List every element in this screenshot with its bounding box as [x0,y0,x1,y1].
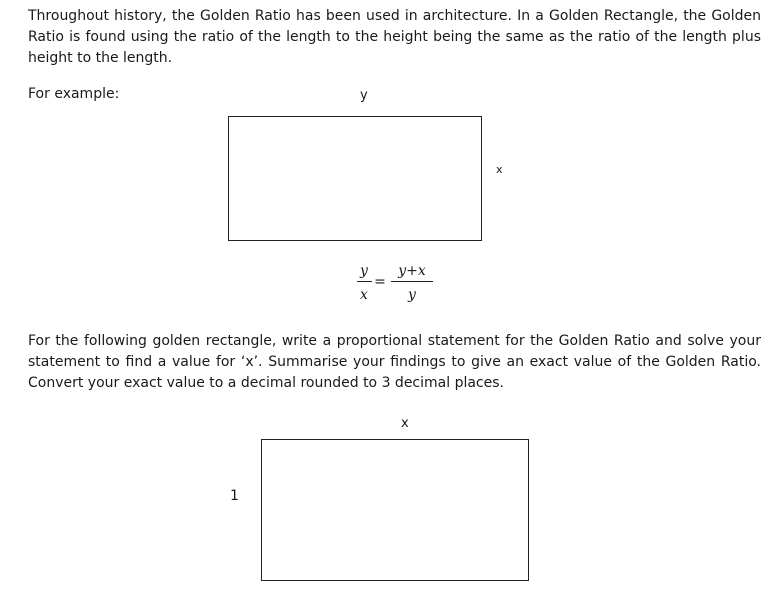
example-side-label: x [496,163,503,176]
equation-rhs-fraction-bar [391,281,433,282]
task-paragraph: For the following golden rectangle, write a proportional statement for the Golden Ratio and solve your statement to find a value for ‘x’. Summarise your findings to give an exact value of the Golden Ratio. Convert your exact value to a decimal rounded to 3 decimal places. [28,333,761,391]
exercise-side-label: 1 [230,488,239,504]
equation-lhs-fraction-bar [357,281,372,282]
equation-rhs-numerator: y+x [398,263,426,279]
equation-lhs-denominator: x [360,287,368,303]
example-label: For example: [28,86,120,102]
equation-lhs-numerator: y [360,263,368,279]
equation-equals-sign: = [374,274,386,290]
intro-paragraph: Throughout history, the Golden Ratio has been used in architecture. In a Golden Rectangle, the Golden Ratio is found using the ratio of the length to the height being the same as the ratio of the length plus height to the length. [28,8,761,66]
example-rectangle [228,116,482,241]
equation-rhs-denominator: y [408,287,416,303]
exercise-rectangle [261,439,529,581]
exercise-top-label: x [401,416,409,431]
example-top-label: y [360,88,368,103]
